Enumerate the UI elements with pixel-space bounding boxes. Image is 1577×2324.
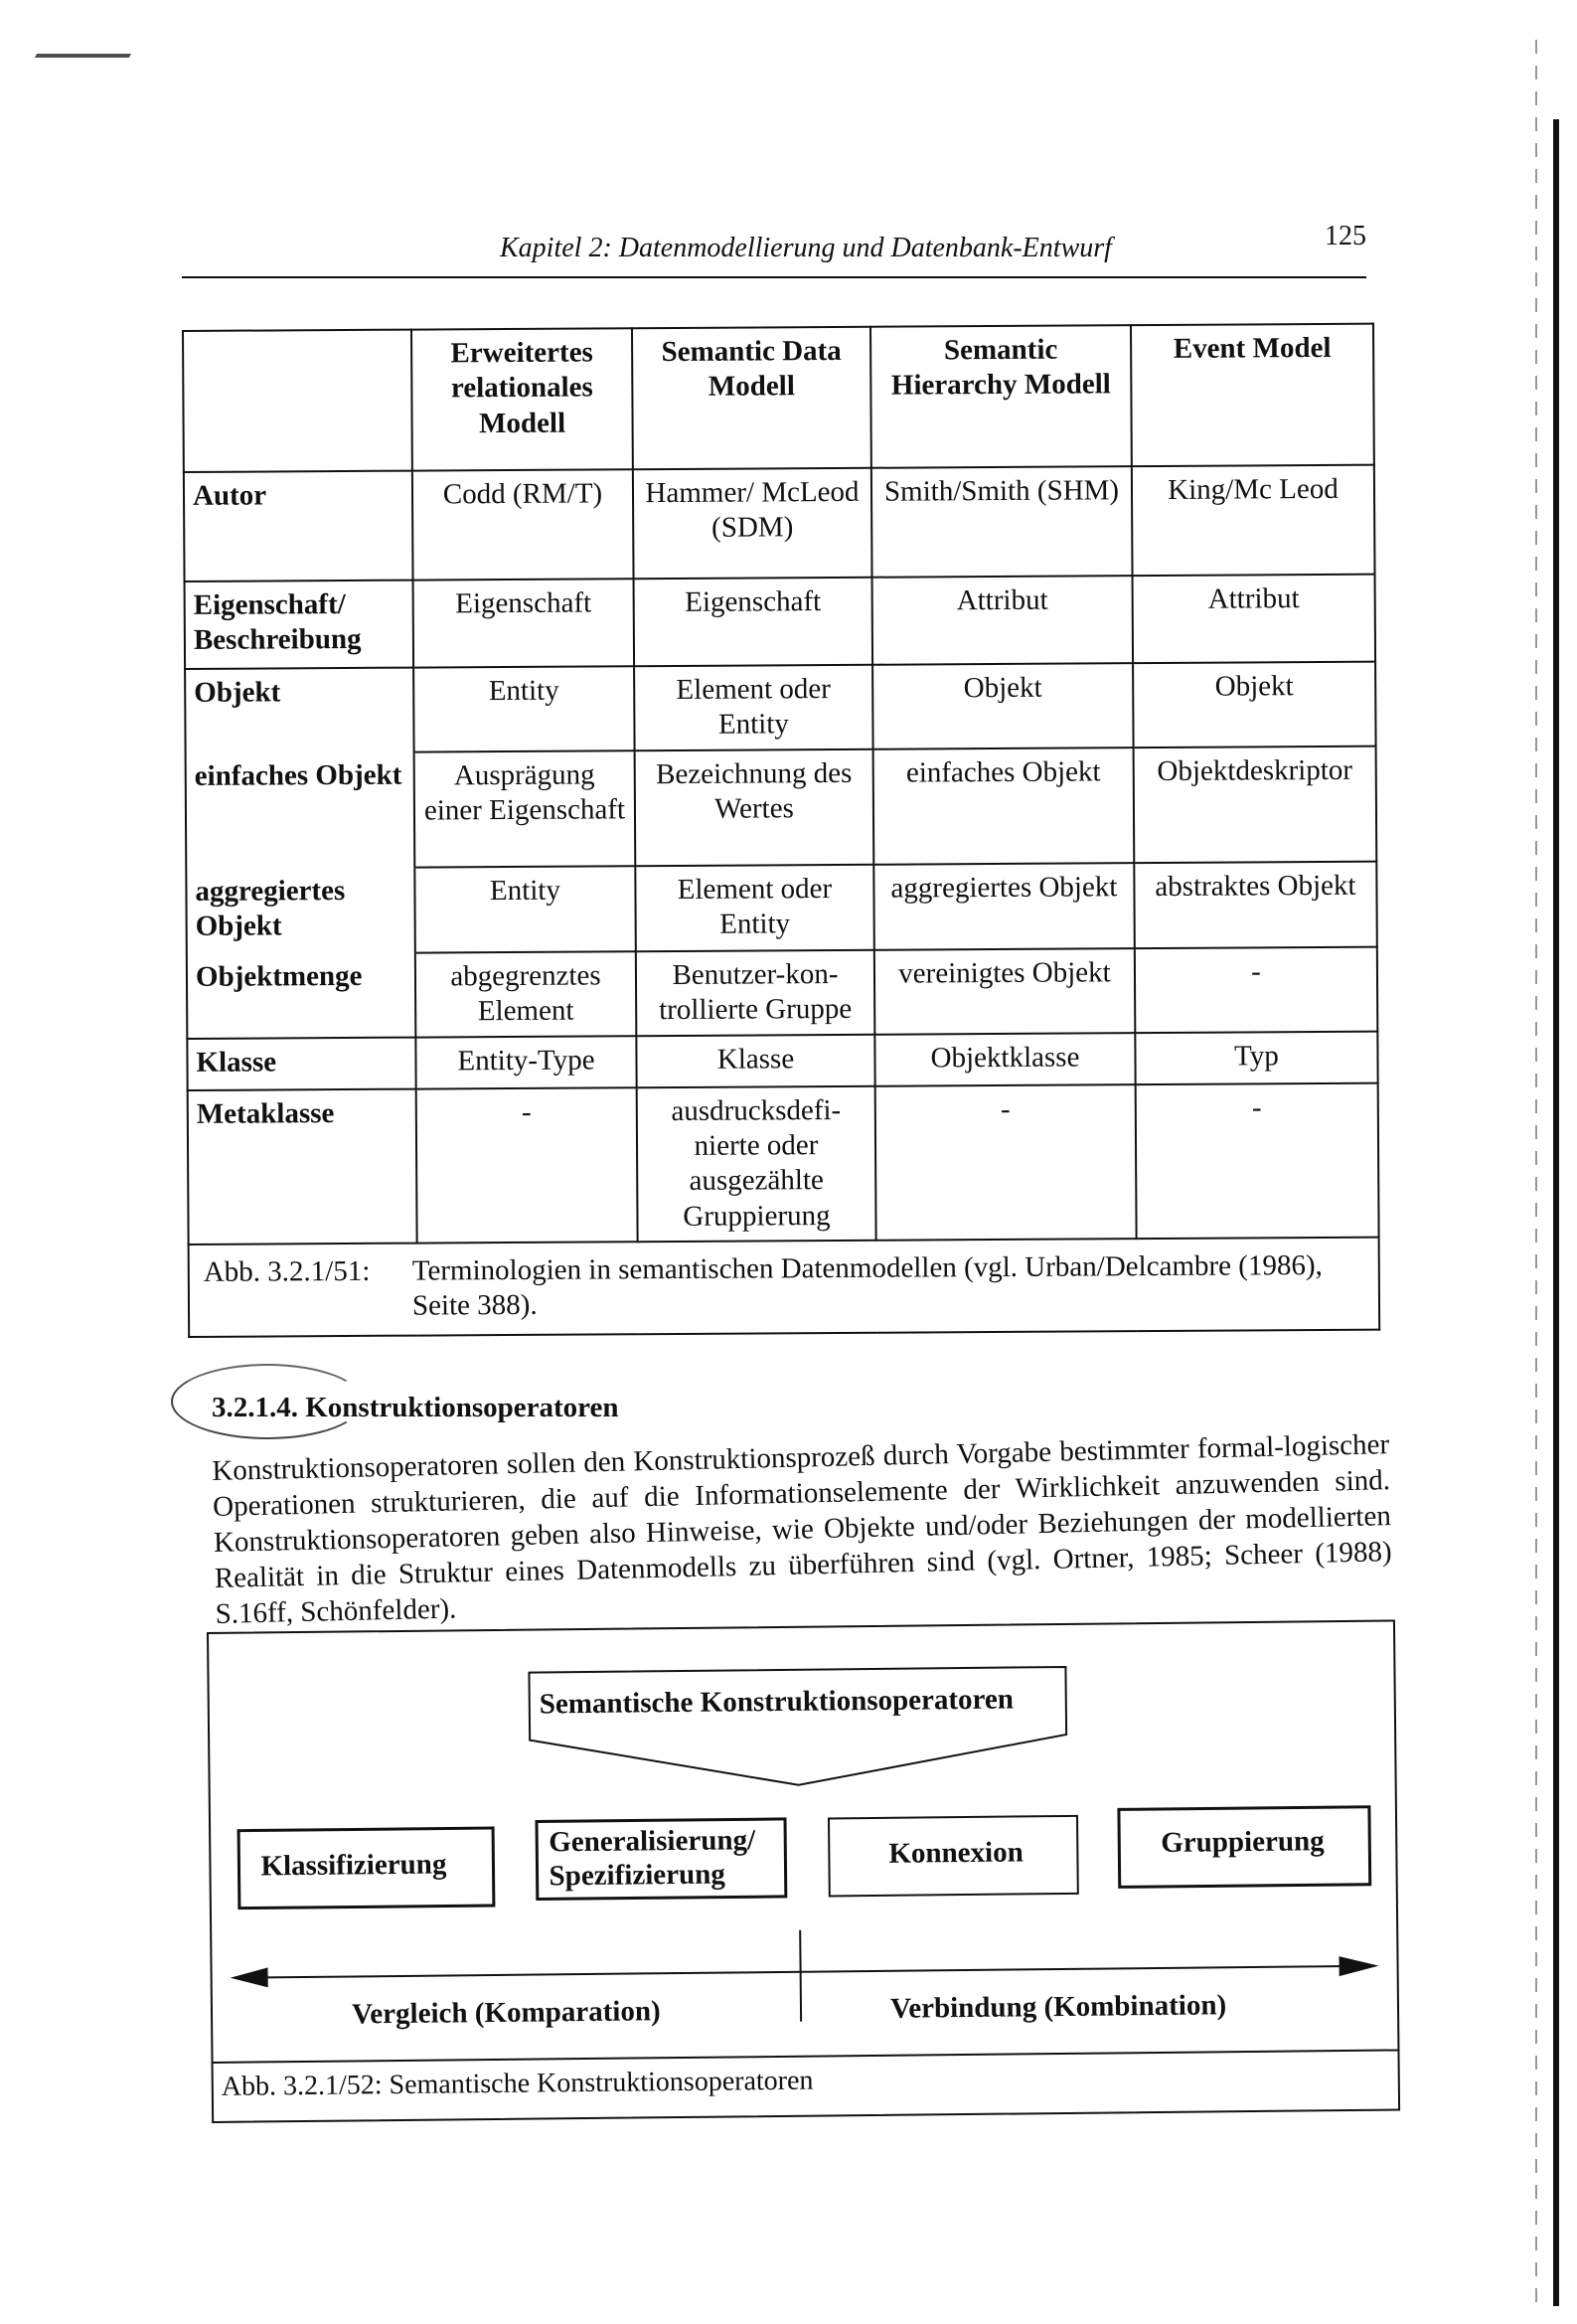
table-header-row (183, 324, 1374, 472)
table-cell: Typ (1135, 1031, 1377, 1083)
axis-divider (800, 1930, 801, 2022)
operator-label-gruppierung: Gruppierung (1161, 1825, 1325, 1859)
table-row (184, 465, 1375, 581)
table-caption-text: Terminologien in semantischen Datenmodellen (vgl. Urban/Delcambre (1986), Seite 388). (411, 1249, 1323, 1322)
table-cell: - (875, 1084, 1137, 1241)
table-cell: Hammer/ McLeod (SDM) (633, 468, 872, 579)
operator-label-generalisierung: Generalisierung/ Spezifizierung (549, 1824, 756, 1893)
table-header-event: Event Model (1131, 324, 1374, 466)
table-cell: Entity-Type (415, 1036, 636, 1088)
row-label: Metaklasse (188, 1088, 417, 1245)
running-header (182, 219, 1366, 278)
table-caption-row (189, 1238, 1380, 1337)
table-cell: einfaches Objekt (873, 747, 1135, 865)
table-cell: Objekt (1133, 662, 1376, 747)
row-label: Autor (184, 471, 413, 581)
table-cell: abgegrenztes Element (415, 951, 637, 1037)
diagram-caption: Abb. 3.2.1/52: Semantische Konstruktionsoperatoren (214, 2049, 1399, 2124)
table-cell: ausdrucksdefi- nierte oder ausgezählte Gruppierung (637, 1085, 876, 1242)
scan-edge-shadow (1553, 119, 1559, 2306)
table-cell: aggregiertes Objekt (873, 863, 1135, 950)
table-cell: King/Mc Leod (1132, 465, 1375, 576)
operators-diagram (207, 1619, 1400, 2122)
running-title: Kapitel 2: Datenmodellierung und Datenbank-Entwurf (500, 233, 1112, 263)
operator-label-konnexion: Konnexion (888, 1836, 1024, 1870)
table-cell: Codd (RM/T) (412, 469, 634, 580)
table-cell: Objektklasse (874, 1033, 1135, 1086)
table-cell: Benutzer-kon- trollierte Gruppe (636, 950, 875, 1036)
table-cell: abstraktes Objekt (1134, 861, 1377, 947)
row-label: Klasse (187, 1037, 415, 1089)
table-row (187, 1031, 1377, 1089)
table-caption-label: Abb. 3.2.1/51: (203, 1254, 371, 1288)
table-cell: - (1136, 1082, 1379, 1239)
table-row (186, 746, 1377, 868)
table-header-empty (183, 330, 412, 472)
row-label: Objektmenge (187, 952, 416, 1038)
scan-artifact-mark (35, 40, 139, 58)
table-cell: Eigenschaft (634, 578, 873, 666)
section-body: Konstruktionsoperatoren sollen den Konstruktionsprozeß durch Vorgabe bestimmter formal-logischer Operationen strukturieren, die auf die Informationselemente der Wirklichkeit anzuwenden sind. Konstruktionsoperatoren geben also Hinweise, wie Objekte und/oder Beziehungen der modellierten Realität in die Struktur eines Datenmodells zu überführen sind (vgl. Ortner, 1985; Scheer (1988) S.16ff, Schönfelder). (212, 1428, 1392, 1630)
scan-edge-dashes (1535, 40, 1537, 2306)
table-row (185, 575, 1376, 669)
table-header-erm: Erweitertes relationales Modell (411, 328, 633, 470)
row-label: aggregiertes Objekt (186, 867, 415, 953)
table-cell: Element oder Entity (634, 665, 873, 750)
table-cell: Klasse (636, 1034, 874, 1086)
table-row (185, 662, 1375, 753)
axis-label-left: Vergleich (Komparation) (351, 1995, 661, 2031)
axis-line (235, 1966, 1375, 1978)
row-label: Eigenschaft/ Beschreibung (185, 581, 414, 669)
table-cell: Entity (413, 666, 635, 751)
top-box-label: Semantische Konstruktionsoperatoren (539, 1683, 1015, 1721)
table-cell: Entity (414, 866, 636, 952)
table-cell: Eigenschaft (413, 579, 635, 667)
table-cell: Smith/Smith (SHM) (871, 466, 1133, 578)
table-row (188, 1082, 1379, 1245)
table-cell: Objektdeskriptor (1134, 746, 1377, 862)
table-cell: Ausprägung einer Eigenschaft (414, 750, 636, 867)
table-header-shm: Semantic Hierarchy Modell (870, 325, 1132, 468)
table-cell: Element oder Entity (635, 865, 874, 951)
table-cell: vereinigtes Objekt (874, 948, 1136, 1034)
table-caption (189, 1238, 1380, 1337)
table-header-sdm: Semantic Data Modell (632, 327, 871, 469)
terminology-table (182, 323, 1380, 1338)
axis-arrow-right (1339, 1956, 1378, 1976)
table-row (186, 861, 1377, 953)
table-cell: Objekt (872, 663, 1134, 748)
section-heading: 3.2.1.4. Konstruktionsoperatoren (212, 1392, 619, 1423)
axis-label-right: Verbindung (Kombination) (889, 1989, 1227, 2025)
table-row (187, 946, 1377, 1038)
table-cell: Attribut (872, 576, 1134, 665)
table-cell: Attribut (1133, 575, 1376, 663)
table-cell: - (1135, 946, 1378, 1032)
table-cell: - (416, 1087, 638, 1244)
axis-arrow-left (231, 1967, 268, 1987)
table-cell: Bezeichnung des Wertes (635, 749, 874, 866)
page-number: 125 (1325, 221, 1366, 251)
row-label: einfaches Objekt (186, 751, 415, 868)
row-label: Objekt (185, 668, 414, 753)
operator-label-klassifizierung: Klassifizierung (260, 1848, 447, 1883)
